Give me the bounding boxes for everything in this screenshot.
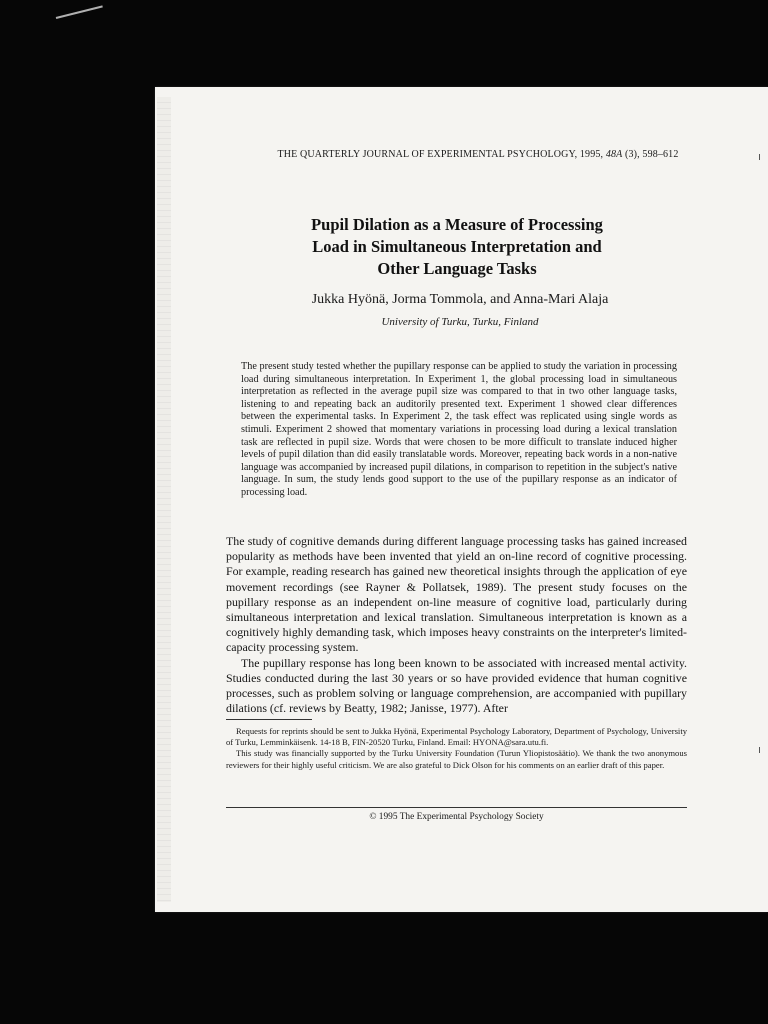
footnotes	[226, 726, 687, 771]
body-text	[226, 534, 687, 716]
journal-volume: 48A	[605, 149, 623, 160]
margin-mark	[759, 747, 760, 753]
footnote-reprints: Requests for reprints should be sent to Jukka Hyönä, Experimental Psychology Laboratory, Department of Psychology, University of Turku, Lemminkäisenk. 14-18 B, FIN-20520 Turku, Finland. Email: HYONA@sara.utu.fi.	[226, 726, 687, 748]
scan-artifact	[56, 5, 103, 19]
abstract: The present study tested whether the pupillary response can be applied to study the variation in processing load during simultaneous interpretation. In Experiment 1, the global processing load in simultaneous interpretation as reflected in the average pupil size was compared to that in two other language tasks, listening to and repeating back an auditorily presented text. Experiment 1 showed clear differences between the experimental tasks. In Experiment 2, the task effect was replicated using single words as stimuli. Experiment 2 showed that momentary variations in processing load during a lexical translation task are reflected in pupil size. Words that were chosen to be more difficult to translate induced higher levels of pupil dilation than did easily translatable words. Moreover, repeating back words in a non-native language was accompanied by increased pupil dilations, in comparison to repetition in the subject's native language. In sum, the study lends good support to the use of the pupillary response as an indicator of processing load.	[241, 361, 677, 498]
copyright-divider	[226, 807, 687, 808]
title-line: Load in Simultaneous Interpretation and	[312, 237, 602, 256]
copyright: © 1995 The Experimental Psychology Society	[369, 812, 544, 822]
body-paragraph: The study of cognitive demands during different language processing tasks has gained increased popularity as methods have been invented that yield an on-line record of cognitive processing. For example, reading research has gained new theoretical insights through the application of eye movement recordings (see Rayner & Pollatsek, 1989). The present study focuses on the pupillary response as an independent on-line measure of cognitive load, particularly during simultaneous interpretation and lexical translation. Simultaneous interpretation is known as a cognitively highly demanding task, which imposes heavy constraints on the interpreter's limited-capacity processing system.	[226, 534, 687, 655]
article-title	[255, 214, 659, 280]
affiliation: University of Turku, Turku, Finland	[381, 316, 539, 328]
footnote-funding: This study was financially supported by the Turku University Foundation (Turun Yliopistosäätio). We thank the two anonymous reviewers for their highly useful criticism. We are also grateful to Dick Olson for his comments on an earlier draft of this paper.	[226, 748, 687, 770]
page-binding-edge	[157, 97, 171, 902]
title-line: Pupil Dilation as a Measure of Processing	[311, 215, 603, 234]
journal-header	[243, 149, 713, 160]
authors: Jukka Hyönä, Jorma Tommola, and Anna-Mari Alaja	[311, 292, 609, 307]
footnote-divider	[226, 719, 312, 720]
margin-mark	[759, 154, 760, 160]
body-paragraph: The pupillary response has long been known to be associated with increased mental activity. Studies conducted during the last 30 years or so have provided evidence that human cognitive processes, such as problem solving or language comprehension, are accompanied with pupillary dilations (cf. reviews by Beatty, 1982; Janisse, 1977). After	[226, 655, 687, 716]
journal-page	[155, 87, 768, 912]
journal-header-text: THE QUARTERLY JOURNAL OF EXPERIMENTAL PSYCHOLOGY, 1995,	[277, 149, 606, 160]
title-line: Other Language Tasks	[377, 259, 537, 278]
journal-issue-pages: (3), 598–612	[622, 149, 679, 160]
